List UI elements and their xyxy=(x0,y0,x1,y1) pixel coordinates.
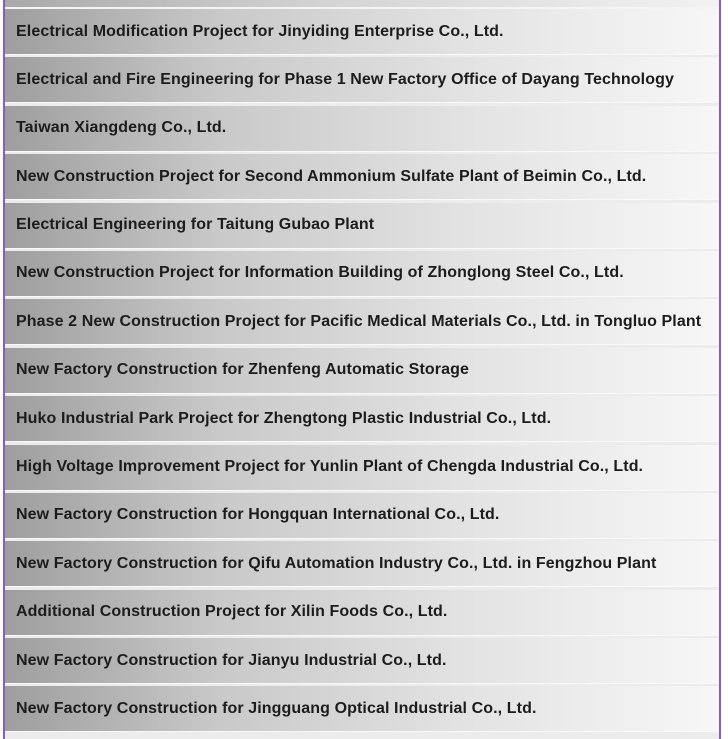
project-title: Electrical Engineering for Taitung Gubao Plant xyxy=(16,216,375,234)
project-title: New Construction Project for Second Ammonium Sulfate Plant of Beimin Co., Ltd. xyxy=(16,167,647,185)
project-title: New Factory Construction for Qifu Automation Industry Co., Ltd. in Fengzhou Plant xyxy=(16,554,657,572)
project-title: New Factory Construction for Hongquan International Co., Ltd. xyxy=(16,506,500,524)
list-item[interactable] xyxy=(5,154,719,200)
list-item[interactable] xyxy=(5,590,719,636)
project-title: Electrical and Fire Engineering for Phase 1 New Factory Office of Dayang Technology xyxy=(16,70,674,88)
list-item[interactable] xyxy=(5,106,719,152)
project-title: Huko Industrial Park Project for Zhengtong Plastic Industrial Co., Ltd. xyxy=(16,409,552,427)
list-item[interactable] xyxy=(5,445,719,491)
list-item[interactable] xyxy=(5,203,719,249)
list-item[interactable] xyxy=(5,299,719,345)
list-item[interactable] xyxy=(5,638,719,684)
project-title: New Factory Construction for Zhenfeng Automatic Storage xyxy=(16,361,469,379)
list-item[interactable] xyxy=(5,686,719,732)
project-title: High Voltage Improvement Project for Yunlin Plant of Chengda Industrial Co., Ltd. xyxy=(16,458,644,476)
project-title: Phase 2 New Construction Project for Pacific Medical Materials Co., Ltd. in Tongluo Plant xyxy=(16,312,702,330)
list-item[interactable] xyxy=(5,348,719,394)
list-item[interactable] xyxy=(5,9,719,55)
list-item[interactable] xyxy=(5,541,719,587)
list-item[interactable] xyxy=(5,251,719,297)
project-title: New Factory Construction for Jianyu Industrial Co., Ltd. xyxy=(16,651,447,669)
list-item[interactable] xyxy=(5,57,719,103)
list-item[interactable] xyxy=(5,396,719,442)
list-item[interactable] xyxy=(5,493,719,539)
project-title: Electrical Modification Project for Jinyiding Enterprise Co., Ltd. xyxy=(16,22,504,40)
project-title: Taiwan Xiangdeng Co., Ltd. xyxy=(16,119,227,137)
project-title: New Construction Project for Information Building of Zhonglong Steel Co., Ltd. xyxy=(16,264,624,282)
project-list xyxy=(5,9,719,735)
project-title: Additional Construction Project for Xilin Foods Co., Ltd. xyxy=(16,603,448,621)
project-title: New Factory Construction for Jingguang Optical Industrial Co., Ltd. xyxy=(16,699,537,717)
project-list-panel xyxy=(3,0,721,739)
